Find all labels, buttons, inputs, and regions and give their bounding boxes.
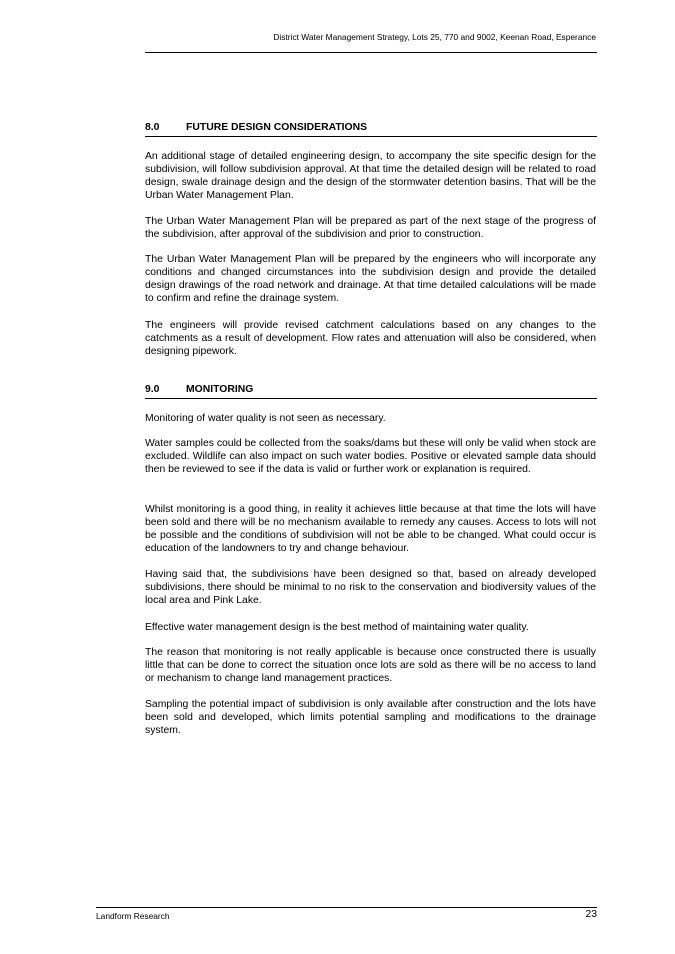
section-number: 9.0 xyxy=(145,384,160,395)
paragraph: Whilst monitoring is a good thing, in reality it achieves little because at that time the lots will have been sold and there will be no mechanism available to remedy any causes. Access to lots will not be possible and the conditions of subdivision will not be able to be changed. What could occur is education of the landowners to try and change behaviour. xyxy=(145,504,596,554)
section-number: 8.0 xyxy=(145,122,160,133)
paragraph: Having said that, the subdivisions have been designed so that, based on already developed subdivisions, there should be minimal to no risk to the conservation and biodiversity values of the local area and Pink Lake. xyxy=(145,569,596,606)
paragraph: Monitoring of water quality is not seen as necessary. xyxy=(145,413,386,424)
paragraph: Effective water management design is the best method of maintaining water quality. xyxy=(145,622,529,633)
paragraph: Water samples could be collected from the soaks/dams but these will only be valid when stock are excluded. Wildlife can also impact on such water bodies. Positive or elevated sample data should then be reviewed to see if the data is valid or further work or explanation is required. xyxy=(145,438,596,475)
paragraph: The reason that monitoring is not really applicable is because once constructed there is usually little that can be done to correct the situation once lots are sold as there will be no access to land or mechanism to change land management practices. xyxy=(145,647,596,684)
header-divider xyxy=(145,52,597,53)
paragraph: The engineers will provide revised catchment calculations based on any changes to the catchments as a result of development. Flow rates and attenuation will also be considered, when designing pipework. xyxy=(145,320,596,357)
section-title: MONITORING xyxy=(186,384,254,395)
section-title: FUTURE DESIGN CONSIDERATIONS xyxy=(186,122,368,133)
running-header: District Water Management Strategy, Lots 25, 770 and 9002, Keenan Road, Esperance xyxy=(273,32,596,42)
section-heading-8 xyxy=(145,122,597,137)
footer-company: Landform Research xyxy=(96,911,170,921)
page-number: 23 xyxy=(585,909,597,920)
footer-divider xyxy=(96,907,597,908)
section-heading-9 xyxy=(145,384,597,399)
paragraph: An additional stage of detailed engineering design, to accompany the site specific design for the subdivision, will follow subdivision approval. At that time the detailed design will be related to road design, swale drainage design and the design of the stormwater detention basins. That will be the Urban Water Management Plan. xyxy=(145,151,596,201)
paragraph: Sampling the potential impact of subdivision is only available after construction and the lots have been sold and developed, which limits potential sampling and modifications to the drainage system. xyxy=(145,699,596,736)
paragraph: The Urban Water Management Plan will be prepared by the engineers who will incorporate any conditions and changed circumstances into the subdivision design and provide the detailed design drawings of the road network and drainage. At that time detailed calculations will be made to confirm and refine the drainage system. xyxy=(145,254,596,304)
paragraph: The Urban Water Management Plan will be prepared as part of the next stage of the progress of the subdivision, after approval of the subdivision and prior to construction. xyxy=(145,216,596,240)
